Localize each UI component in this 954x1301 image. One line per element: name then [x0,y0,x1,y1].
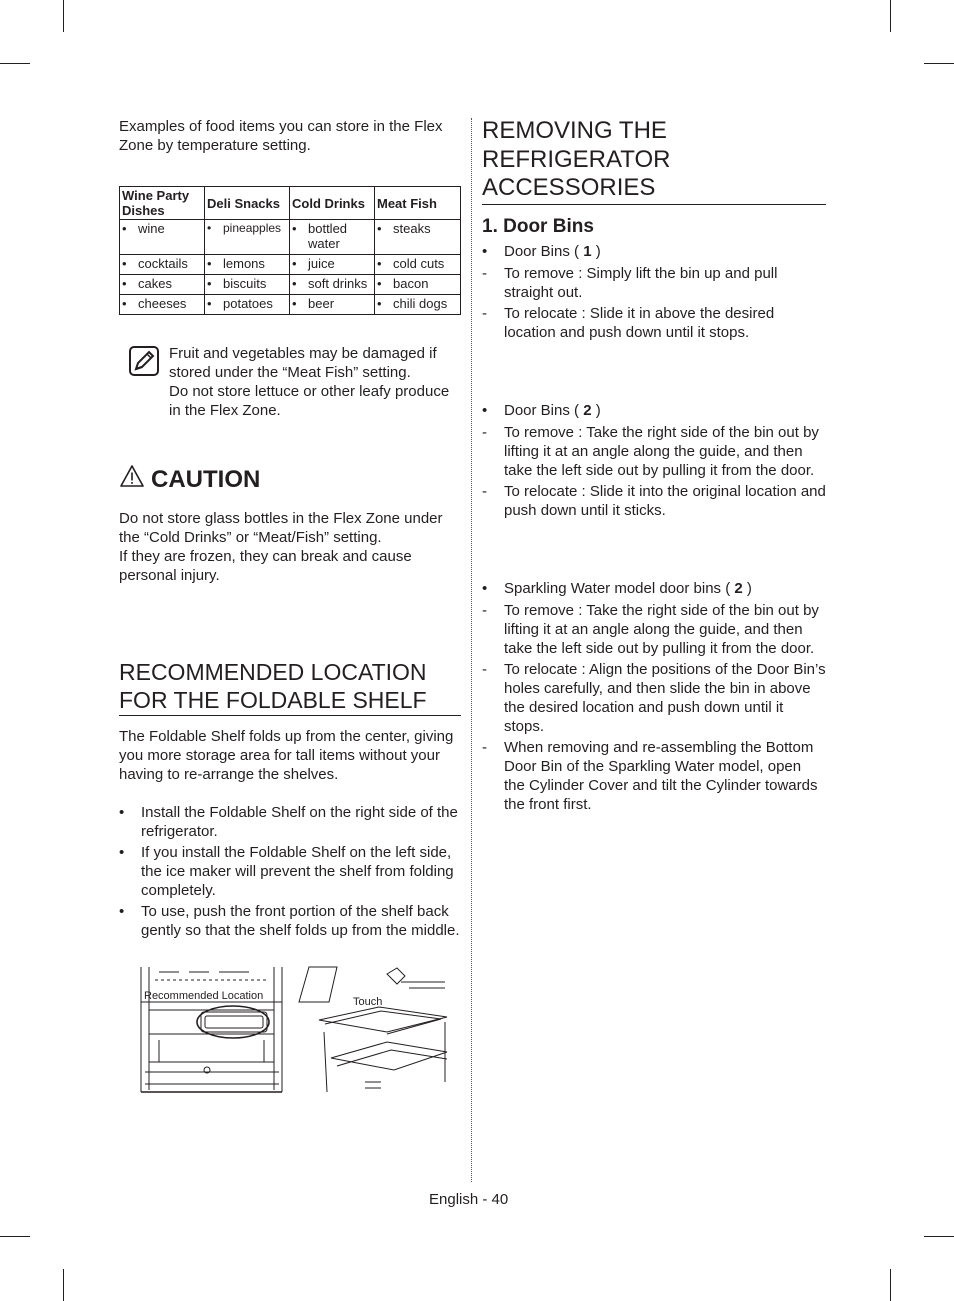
table-row [120,275,461,295]
caution-title: CAUTION [151,465,261,493]
recommended-location-label: Recommended Location [144,990,264,1002]
table-cell: • beer [290,295,375,315]
foldable-shelf-list [119,803,461,940]
table-header: Wine Party Dishes [120,187,205,220]
table-cell: • cocktails [120,255,205,275]
crop-mark [924,1236,954,1237]
flex-zone-intro: Examples of food items you can store in the Flex Zone by temperature setting. [119,118,443,154]
list-item: - When removing and re-assembling the Bottom Door Bin of the Sparkling Water model, open the Cylinder Cover and tilt the Cylinder towards the front first. [482,738,818,813]
shelf-illustration [119,962,459,1100]
list-item: - To relocate : Slide it into the original location and push down until it sticks. [482,482,826,519]
table-row [120,255,461,275]
list-item: - To relocate : Slide it in above the desired location and push down until it stops. [482,304,775,341]
crop-mark [0,63,30,64]
table-header: Meat Fish [375,187,461,220]
table-cell: • biscuits [205,275,290,295]
list-item: - To relocate : Align the positions of the Door Bin’s holes carefully, and then slide the bin in above the desired location and push down until it stops. [482,660,826,735]
caution-text [119,509,461,585]
list-item: • To use, push the front portion of the shelf back gently so that the shelf folds up from the middle. [119,902,461,940]
door-bins-subheading: 1. Door Bins [482,215,594,237]
food-table [119,186,461,315]
crop-mark [890,0,891,32]
table-row [120,220,461,255]
caution-line: Do not store glass bottles in the Flex Zone under the “Cold Drinks” or “Meat/Fish” setting. [119,510,443,546]
foldable-shelf-heading: RECOMMENDED LOCATION FOR THE FOLDABLE SHELF [119,658,461,716]
column-divider [471,118,472,1182]
warning-triangle-icon [119,464,145,495]
foldable-shelf-intro: The Foldable Shelf folds up from the center, giving you more storage area for tall items without your having to re-arrange the shelves. [119,728,454,783]
table-header: Deli Snacks [205,187,290,220]
crop-mark [890,1269,891,1301]
table-header-row [120,187,461,220]
table-row [120,295,461,315]
table-cell: • cakes [120,275,205,295]
crop-mark [0,1236,30,1237]
crop-mark [63,1269,64,1301]
note-text-1: Fruit and vegetables may be damaged if stored under the “Meat Fish” setting. [169,345,437,381]
note-text-2: Do not store lettuce or other leafy produce in the Flex Zone. [169,383,450,419]
crop-mark [63,0,64,32]
page-number: English - 40 [429,1191,509,1208]
right-column [482,117,826,814]
caution-heading [119,464,461,495]
door-bins-group-3 [482,579,826,814]
removing-accessories-heading: REMOVING THE REFRIGERATOR ACCESSORIES [482,117,826,205]
table-cell: • bottled water [290,220,375,255]
list-item: - To remove : Simply lift the bin up and pull straight out. [482,264,778,301]
list-item: • Door Bins ( 1 ) [482,242,601,260]
table-cell: • steaks [375,220,461,255]
table-cell: • cold cuts [375,255,461,275]
table-cell: • pineapples [205,220,290,255]
caution-line: If they are frozen, they can break and cause personal injury. [119,548,412,584]
table-cell: • potatoes [205,295,290,315]
list-item: • Door Bins ( 2 ) [482,401,601,419]
table-cell: • bacon [375,275,461,295]
list-item: - To remove : Take the right side of the bin out by lifting it at an angle along the guide, and then take the left side out by pulling it from the door. [482,423,819,479]
note-box [119,344,461,420]
list-item: • Sparkling Water model door bins ( 2 ) [482,579,752,597]
table-cell: • lemons [205,255,290,275]
table-header: Cold Drinks [290,187,375,220]
door-bins-group-2 [482,401,826,520]
touch-label: Touch [353,996,383,1008]
table-cell: • juice [290,255,375,275]
left-column [119,117,461,1100]
crop-mark [924,63,954,64]
list-item: • Install the Foldable Shelf on the right side of the refrigerator. [119,803,461,841]
list-item: - To remove : Take the right side of the bin out by lifting it at an angle along the guide, and then take the left side out by pulling it from the door. [482,601,819,657]
note-pencil-icon [129,346,159,381]
table-cell: • wine [120,220,205,255]
foldable-shelf-figures [119,962,461,1100]
table-cell: • chili dogs [375,295,461,315]
door-bins-group-1 [482,242,826,342]
list-item: • If you install the Foldable Shelf on the left side, the ice maker will prevent the shelf from folding completely. [119,843,461,900]
table-cell: • soft drinks [290,275,375,295]
table-cell: • cheeses [120,295,205,315]
